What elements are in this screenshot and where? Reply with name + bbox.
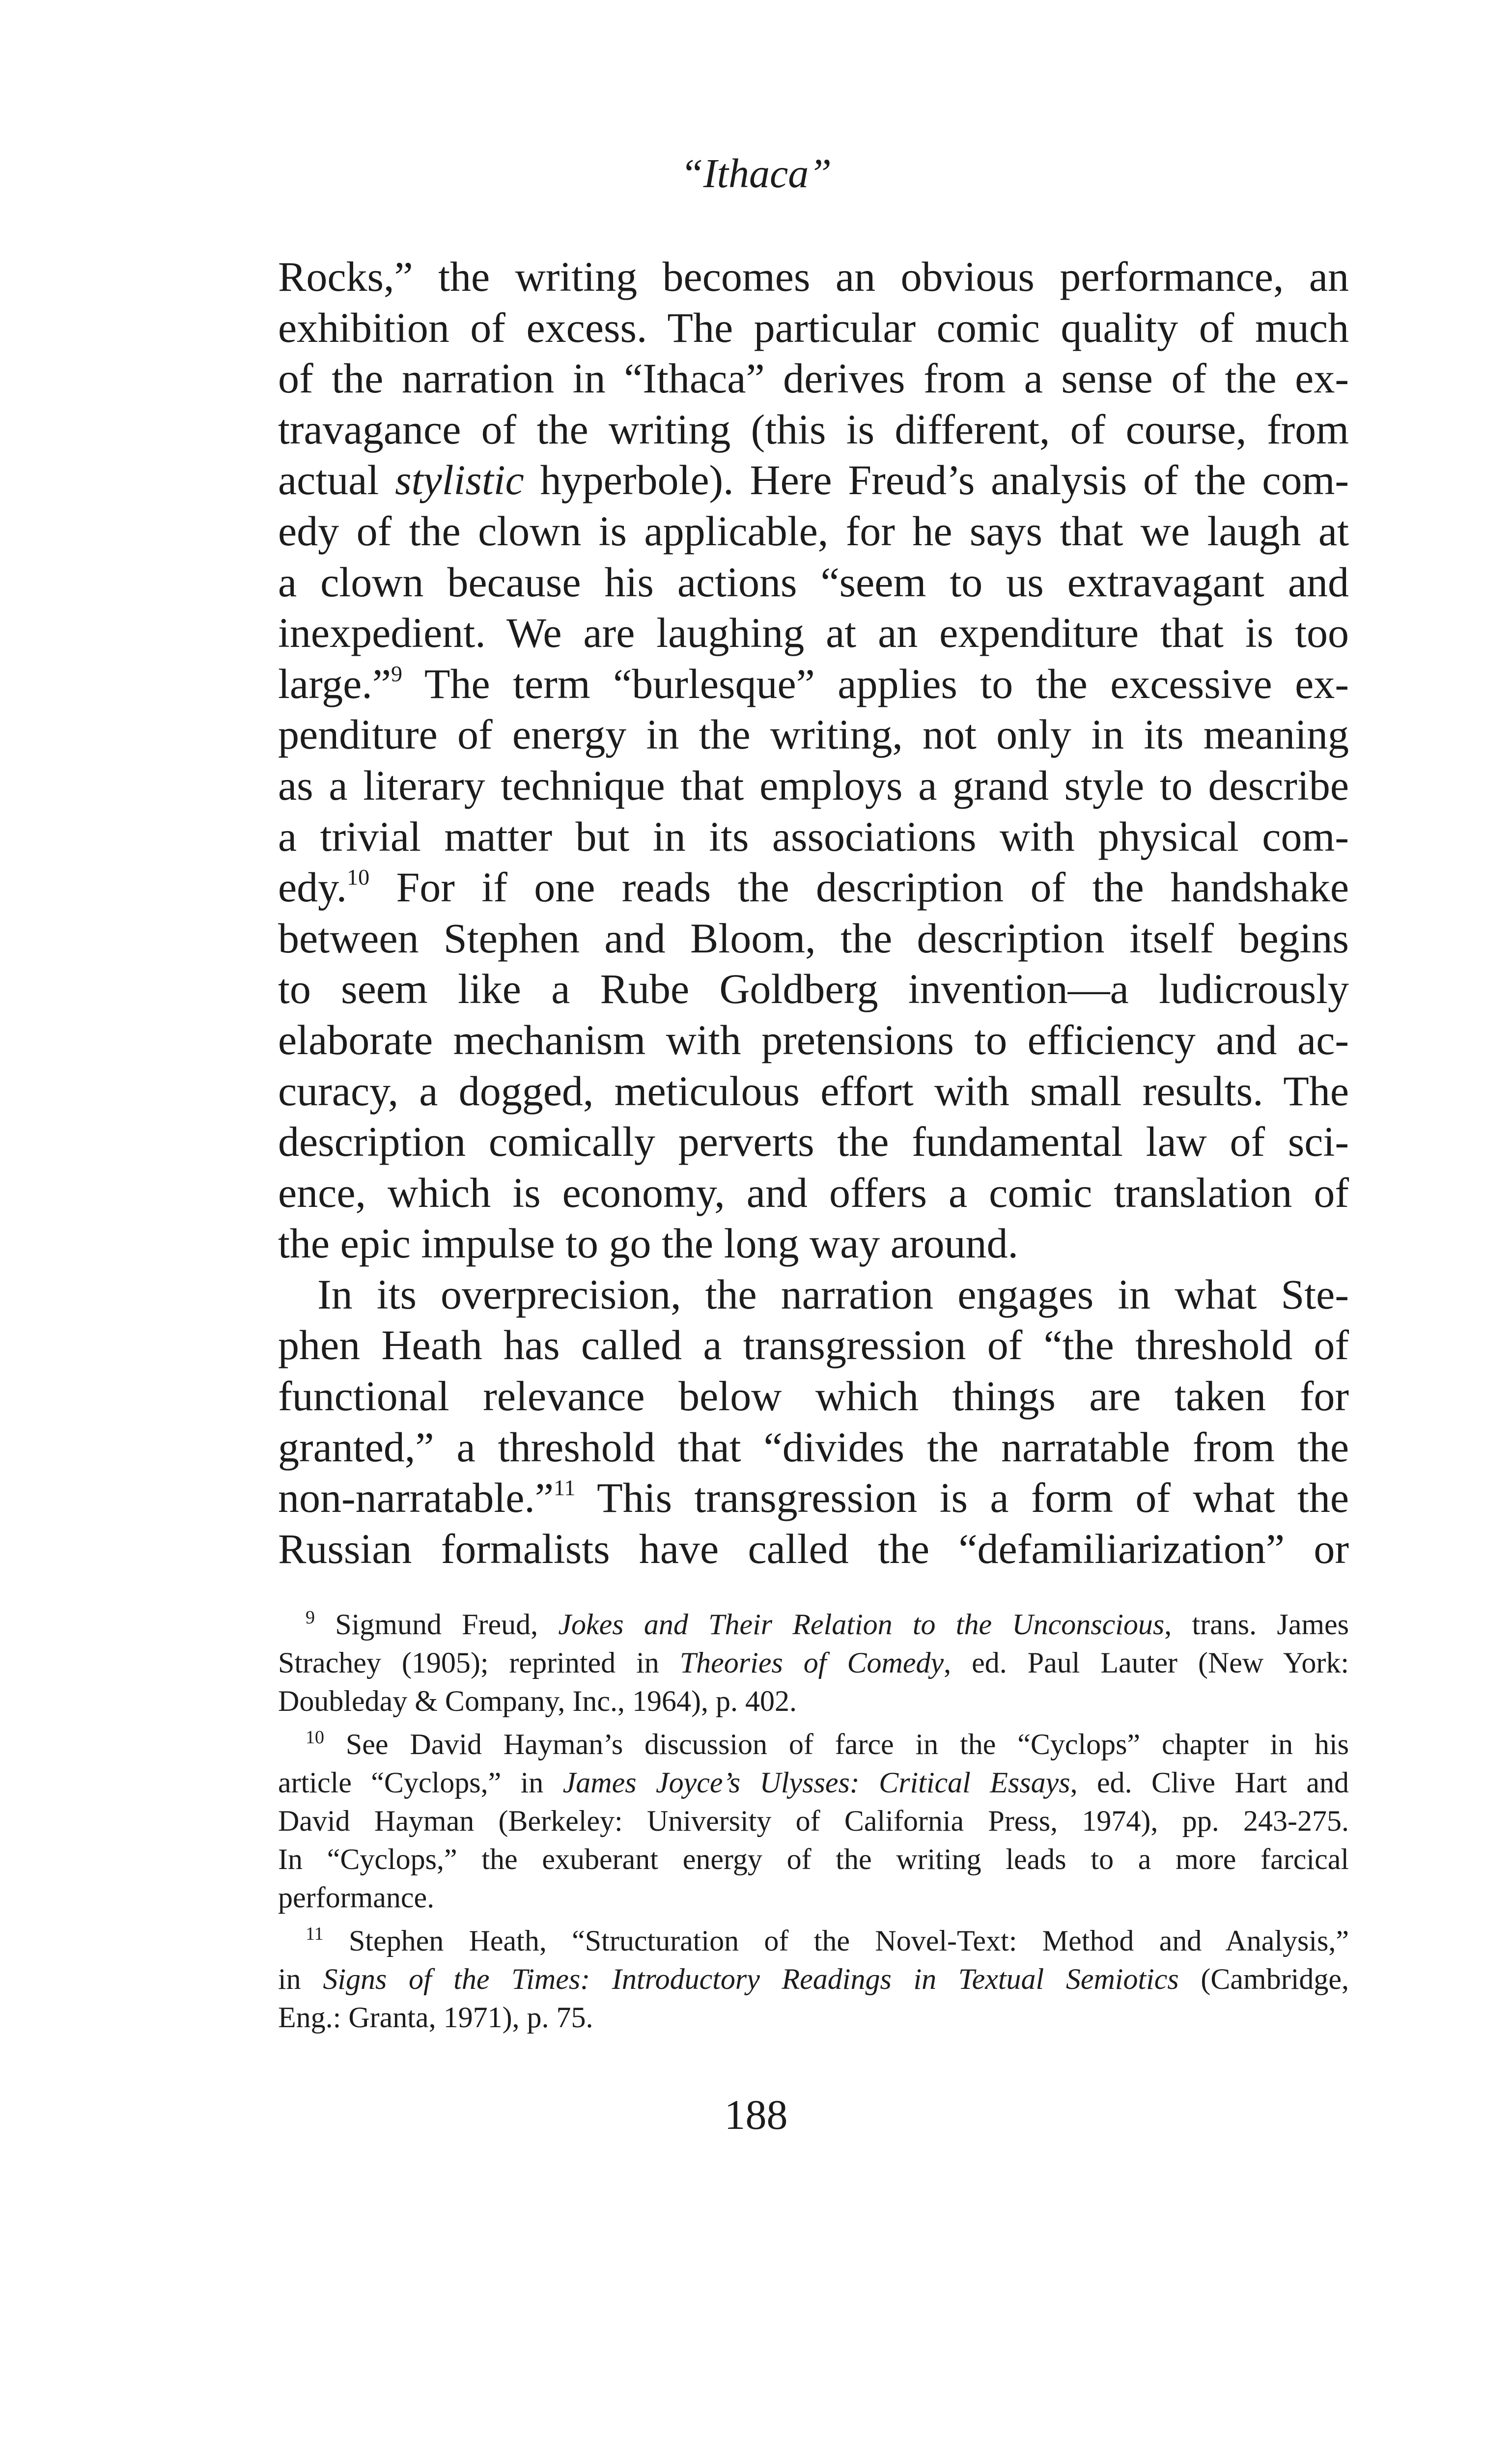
footnote-line: In “Cyclops,” the exuberant energy of the writing leads to a more farcical: [278, 1843, 1349, 1875]
italic-text: Jokes and Their Relation to the Unconscious: [558, 1608, 1165, 1641]
page-number: 188: [724, 2091, 788, 2138]
text-run: , ed. Clive Hart and: [1070, 1766, 1349, 1799]
footnote-line: David Hayman (Berkeley: University of California Press, 1974), pp. 243-275.: [278, 1805, 1349, 1837]
body-line: phen Heath has called a transgression of “the threshold of: [278, 1321, 1349, 1369]
body-line: penditure of energy in the writing, not only in its meaning: [278, 711, 1349, 758]
body-line: a trivial matter but in its associations with physical com-: [278, 812, 1349, 860]
italic-text: James Joyce’s Ulysses: Critical Essays: [562, 1766, 1070, 1799]
footnotes: [278, 1605, 1349, 2037]
body-line: Russian formalists have called the “defamiliarization” or: [278, 1525, 1349, 1572]
text-run: (Cambridge,: [1178, 1963, 1349, 1995]
footnote-line: Doubleday & Company, Inc., 1964), p. 402.: [278, 1685, 797, 1717]
footnote-reference: 9: [391, 661, 402, 686]
italic-text: Theories of Comedy: [679, 1647, 944, 1679]
text-run: , trans. James: [1164, 1608, 1349, 1641]
body-line: ence, which is economy, and offers a comic translation of: [278, 1169, 1349, 1216]
footnote-reference: 11: [554, 1475, 576, 1501]
footnote-line: performance.: [278, 1881, 435, 1914]
text-run: Strachey (1905); reprinted in: [278, 1647, 680, 1679]
body-line: to seem like a Rube Goldberg invention—a ludicrously: [278, 965, 1349, 1013]
text-run: article “Cyclops,” in: [278, 1766, 563, 1799]
body-line: elaborate mechanism with pretensions to efficiency and ac-: [278, 1016, 1349, 1063]
text-run: in: [278, 1963, 323, 1995]
body-line: exhibition of excess. The particular comic quality of much: [278, 304, 1349, 351]
body-line: as a literary technique that employs a grand style to describe: [278, 761, 1349, 809]
footnote-11: [278, 1922, 1349, 2037]
body-line: between Stephen and Bloom, the description itself begins: [278, 914, 1349, 962]
footnote-number: 11: [306, 1924, 324, 1944]
body-line: [278, 1473, 1349, 1524]
body-line: edy of the clown is applicable, for he says that we laugh at: [278, 507, 1349, 555]
text-run: actual: [278, 456, 395, 504]
running-head: “Ithaca”: [680, 151, 832, 196]
text-run: Sigmund Freud,: [335, 1608, 559, 1641]
footnote-number: 9: [306, 1607, 315, 1628]
italic-text: Signs of the Times: Introductory Readings in Textual Semiotics: [323, 1963, 1179, 1995]
body-line: Rocks,” the writing becomes an obvious performance, an: [278, 253, 1349, 300]
italic-text: stylistic: [395, 456, 524, 504]
body-line: the epic impulse to go the long way around.: [278, 1220, 1019, 1267]
text-run: non-narratable.”: [278, 1474, 554, 1522]
footnote-line: Eng.: Granta, 1971), p. 75.: [278, 2001, 593, 2034]
body-line: granted,” a threshold that “divides the narratable from the: [278, 1423, 1349, 1471]
text-run: large.”: [278, 660, 391, 707]
body-line: curacy, a dogged, meticulous effort with small results. The: [278, 1067, 1349, 1115]
body-line: In its overprecision, the narration engages in what Ste-: [317, 1270, 1349, 1318]
footnote-10: [278, 1725, 1349, 1917]
body-line: inexpedient. We are laughing at an expenditure that is too: [278, 609, 1349, 657]
footnote-line: [278, 1763, 1349, 1802]
text-run: For if one reads the description of the handshake: [369, 864, 1349, 911]
body-line: [278, 659, 1349, 710]
footnote-number: 10: [306, 1727, 324, 1748]
body-line: [278, 455, 1349, 506]
body-line: [278, 862, 1349, 913]
footnote-line: $^{11}$ Stephen Heath, “Structuration of the Novel-Text: Method and Analysis,”: [306, 1924, 1349, 1957]
body-line: of the narration in “Ithaca” derives from a sense of the ex-: [278, 355, 1349, 402]
footnote-line: [278, 1605, 1349, 1644]
text-run: hyperbole). Here Freud’s analysis of the com-: [524, 456, 1349, 504]
text-run: This transgression is a form of what the: [575, 1474, 1349, 1522]
text-run: edy.: [278, 864, 347, 911]
text-run: , ed. Paul Lauter (New York:: [944, 1647, 1349, 1679]
footnote-line: [278, 1960, 1349, 1998]
body-line: description comically perverts the fundamental law of sci-: [278, 1118, 1349, 1166]
footnote-line: $^{10}$ See David Hayman’s discussion of farce in the “Cyclops” chapter in his: [306, 1727, 1349, 1760]
footnote-reference: 10: [347, 865, 370, 890]
body-line: a clown because his actions “seem to us extravagant and: [278, 558, 1349, 606]
body-line: functional relevance below which things are taken for: [278, 1372, 1349, 1420]
footnote-9: [278, 1605, 1349, 1720]
footnote-line: [278, 1644, 1349, 1682]
body-line: travagance of the writing (this is different, of course, from: [278, 405, 1349, 453]
text-run: The term “burlesque” applies to the excessive ex-: [402, 660, 1349, 707]
body-text: [278, 251, 1349, 1574]
